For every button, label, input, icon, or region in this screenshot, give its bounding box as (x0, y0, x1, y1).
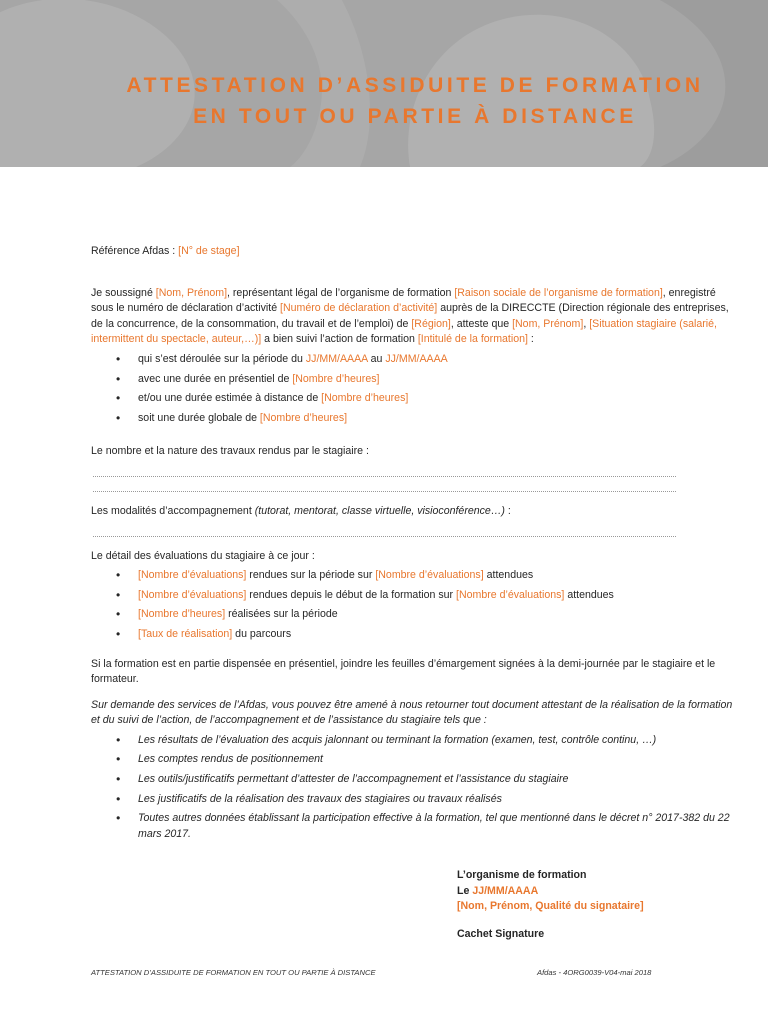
list-item (91, 588, 735, 604)
item-text: au (367, 352, 386, 365)
list-item: • Les résultats de l’évaluation des acquis jalonnant ou terminant la formation (examen, test, contrôle continu, …) (91, 733, 735, 749)
list-item (91, 607, 735, 623)
item-text: réalisées sur la période (225, 608, 338, 621)
field-nombre-evaluations: [Nombre d’évaluations] (138, 588, 247, 601)
footer-title: ATTESTATION D’ASSIDUITE DE FORMATION EN TOUT OU PARTIE À DISTANCE (91, 968, 376, 977)
field-date-debut: JJ/MM/AAAA (305, 352, 368, 365)
field-region: [Région] (411, 317, 451, 330)
item-text: qui s’est déroulée sur la période du (138, 352, 306, 365)
signature-le: Le (457, 884, 473, 897)
demande-list (91, 733, 735, 843)
intro-text: : (527, 333, 534, 346)
field-date-signature: JJ/MM/AAAA (472, 884, 539, 897)
intro-text: auprès de la DIRECCTE (Direction régionale des entreprises, de la concurrence, de la consommation, du travail et de l’emploi) de (91, 302, 729, 330)
intro-text: a bien suivi l’action de formation (261, 333, 418, 346)
intro-text: , représentant légal de l’organisme de formation (227, 286, 455, 299)
list-item: • Les justificatifs de la réalisation des travaux des stagiaires ou travaux réalisés (91, 792, 735, 808)
field-numero-declaration: [Numéro de déclaration d’activité] (280, 302, 438, 315)
intro-text: Je soussigné (91, 286, 156, 299)
travaux-label: Le nombre et la nature des travaux rendus par le stagiaire : (91, 445, 369, 458)
list-item (91, 391, 735, 407)
item-text: et/ou une durée estimée à distance de (138, 392, 322, 405)
intro-text: , (583, 317, 590, 330)
period-list (91, 352, 735, 426)
dotted-fill-line (93, 481, 676, 492)
list-item (91, 568, 735, 584)
field-nom-prenom: [Nom, Prénom] (155, 286, 228, 299)
reference-line (91, 244, 735, 260)
list-item: • Les comptes rendus de positionnement (91, 752, 735, 768)
list-item (91, 372, 735, 388)
presentiel-note: Si la formation est en partie dispensée en présentiel, joindre les feuilles d’émargement signées à la demi-journée par le stagiaire et le formateur. (91, 657, 716, 686)
modalites-line (91, 504, 735, 520)
dotted-fill-line (93, 526, 676, 537)
item-text: avec une durée en présentiel de (138, 372, 293, 385)
evaluations-label: Le détail des évaluations du stagiaire à ce jour : (91, 549, 315, 562)
signature-date-line (457, 884, 644, 900)
field-taux-realisation: [Taux de réalisation] (138, 627, 233, 640)
title-line-1: ATTESTATION D’ASSIDUITE DE FORMATION (126, 74, 704, 97)
dotted-fill-line (93, 466, 676, 477)
field-date-fin: JJ/MM/AAAA (385, 352, 448, 365)
field-heures-presentiel: [Nombre d’heures] (292, 372, 380, 385)
field-raison-sociale: [Raison sociale de l’organisme de formation] (454, 286, 663, 299)
list-item: • Les outils/justificatifs permettant d’attester de l’accompagnement et l’assistance du stagiaire (91, 772, 735, 788)
document-header (0, 0, 768, 167)
document-body (91, 244, 735, 846)
document-title (0, 70, 768, 132)
signature-org: L’organisme de formation (457, 869, 587, 881)
field-intitule-formation: [Intitulé de la formation] (417, 333, 528, 346)
field-nombre-evaluations: [Nombre d’évaluations] (138, 569, 247, 582)
list-item (91, 352, 735, 368)
intro-text: , enregistré sous le numéro de déclaration d’activité (91, 286, 716, 315)
field-nom-prenom-stagiaire: [Nom, Prénom] (512, 317, 584, 330)
modalites-hint: (tutorat, mentorat, classe virtuelle, visioconférence…) (254, 504, 505, 517)
footer-reference: Afdas - 4ORG0039-V04-mai 2018 (537, 968, 652, 977)
item-text: rendues sur la période sur (246, 569, 376, 582)
item-text: attendues (564, 588, 614, 601)
item-text: du parcours (232, 627, 292, 640)
item-text: rendues depuis le début de la formation sur (246, 588, 457, 601)
demande-intro: Sur demande des services de l’Afdas, vous pouvez être amené à nous retourner tout document attestant de la réalisation de la formation et du suivi de l’action, de l’accompagnement et de l’assistance du stagiaire tels que : (91, 698, 733, 727)
list-item (91, 627, 735, 643)
list-item (91, 411, 735, 427)
intro-text: , atteste que (450, 317, 513, 330)
reference-label: Référence Afdas : (91, 245, 179, 257)
field-nombre-evaluations: [Nombre d’évaluations] (456, 588, 565, 601)
field-situation-stagiaire: [Situation stagiaire (salarié, intermittent du spectacle, auteur,…)] (91, 317, 717, 346)
signature-cachet: Cachet Signature (457, 927, 545, 940)
item-text: attendues (483, 569, 534, 582)
field-heures-distance: [Nombre d’heures] (321, 392, 409, 405)
modalites-end: : (504, 504, 511, 517)
modalites-label: Les modalités d’accompagnement (91, 504, 255, 517)
signature-block (457, 868, 644, 942)
field-nombre-evaluations: [Nombre d’évaluations] (375, 569, 484, 582)
evaluations-list (91, 568, 735, 642)
list-item: • Toutes autres données établissant la participation effective à la formation, tel que mentionné dans le décret n° 2017-382 du 22 mars 2017. (91, 811, 735, 842)
field-nombre-heures: [Nombre d’heures] (138, 608, 226, 621)
field-signataire: [Nom, Prénom, Qualité du signataire] (457, 900, 644, 913)
item-text: soit une durée globale de (138, 411, 260, 424)
intro-paragraph (91, 286, 735, 348)
reference-value: [N° de stage] (178, 245, 240, 257)
field-heures-globale: [Nombre d’heures] (259, 411, 348, 424)
title-line-2: EN TOUT OU PARTIE À DISTANCE (193, 105, 637, 128)
